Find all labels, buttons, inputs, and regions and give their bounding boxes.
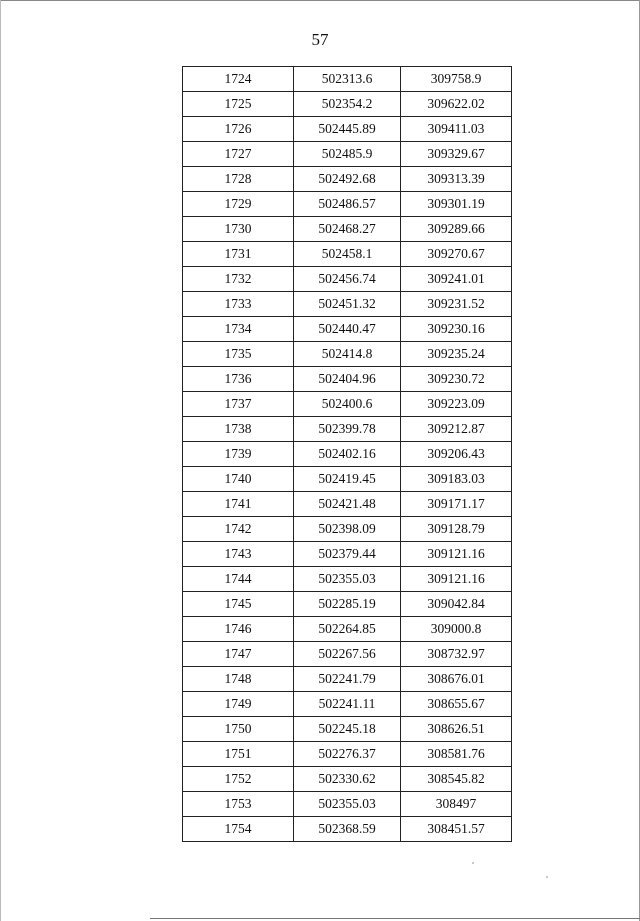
x-coordinate-cell: 502379.44 [294, 542, 401, 567]
y-coordinate-cell: 309121.16 [401, 567, 512, 592]
x-coordinate-cell: 502355.03 [294, 792, 401, 817]
table-row [183, 742, 512, 767]
point-number-cell: 1724 [183, 67, 294, 92]
y-coordinate-cell: 309231.52 [401, 292, 512, 317]
point-number-cell: 1748 [183, 667, 294, 692]
y-coordinate-cell: 309235.24 [401, 342, 512, 367]
point-number-cell: 1726 [183, 117, 294, 142]
x-coordinate-cell: 502241.11 [294, 692, 401, 717]
y-coordinate-cell: 308545.82 [401, 767, 512, 792]
point-number-cell: 1736 [183, 367, 294, 392]
coordinates-table-body [183, 67, 512, 842]
x-coordinate-cell: 502421.48 [294, 492, 401, 517]
y-coordinate-cell: 309622.02 [401, 92, 512, 117]
y-coordinate-cell: 309121.16 [401, 542, 512, 567]
point-number-cell: 1729 [183, 192, 294, 217]
table-row [183, 792, 512, 817]
y-coordinate-cell: 309042.84 [401, 592, 512, 617]
point-number-cell: 1738 [183, 417, 294, 442]
point-number-cell: 1752 [183, 767, 294, 792]
y-coordinate-cell: 309223.09 [401, 392, 512, 417]
table-row [183, 617, 512, 642]
table-row [183, 542, 512, 567]
y-coordinate-cell: 309313.39 [401, 167, 512, 192]
y-coordinate-cell: 309128.79 [401, 517, 512, 542]
point-number-cell: 1735 [183, 342, 294, 367]
y-coordinate-cell: 309289.66 [401, 217, 512, 242]
y-coordinate-cell: 308497 [401, 792, 512, 817]
table-row [183, 717, 512, 742]
point-number-cell: 1744 [183, 567, 294, 592]
table-row [183, 567, 512, 592]
point-number-cell: 1734 [183, 317, 294, 342]
table-row [183, 142, 512, 167]
y-coordinate-cell: 309171.17 [401, 492, 512, 517]
table-row [183, 267, 512, 292]
x-coordinate-cell: 502492.68 [294, 167, 401, 192]
y-coordinate-cell: 309301.19 [401, 192, 512, 217]
table-row [183, 167, 512, 192]
y-coordinate-cell: 309206.43 [401, 442, 512, 467]
table-row [183, 317, 512, 342]
y-coordinate-cell: 309241.01 [401, 267, 512, 292]
table-row [183, 217, 512, 242]
x-coordinate-cell: 502419.45 [294, 467, 401, 492]
page-edge-top [0, 0, 640, 1]
table-row [183, 242, 512, 267]
point-number-cell: 1733 [183, 292, 294, 317]
table-row [183, 692, 512, 717]
y-coordinate-cell: 309758.9 [401, 67, 512, 92]
point-number-cell: 1731 [183, 242, 294, 267]
point-number-cell: 1740 [183, 467, 294, 492]
table-row [183, 442, 512, 467]
point-number-cell: 1742 [183, 517, 294, 542]
table-row [183, 417, 512, 442]
point-number-cell: 1754 [183, 817, 294, 842]
table-row [183, 342, 512, 367]
x-coordinate-cell: 502354.2 [294, 92, 401, 117]
table-row [183, 367, 512, 392]
x-coordinate-cell: 502368.59 [294, 817, 401, 842]
table-row [183, 517, 512, 542]
table-row [183, 117, 512, 142]
page-edge-left [0, 0, 1, 921]
table-row [183, 67, 512, 92]
point-number-cell: 1746 [183, 617, 294, 642]
point-number-cell: 1732 [183, 267, 294, 292]
point-number-cell: 1730 [183, 217, 294, 242]
point-number-cell: 1749 [183, 692, 294, 717]
point-number-cell: 1753 [183, 792, 294, 817]
y-coordinate-cell: 308451.57 [401, 817, 512, 842]
x-coordinate-cell: 502458.1 [294, 242, 401, 267]
x-coordinate-cell: 502486.57 [294, 192, 401, 217]
x-coordinate-cell: 502485.9 [294, 142, 401, 167]
table-row [183, 817, 512, 842]
table-row [183, 467, 512, 492]
scan-speck [546, 876, 548, 878]
point-number-cell: 1747 [183, 642, 294, 667]
point-number-cell: 1741 [183, 492, 294, 517]
x-coordinate-cell: 502285.19 [294, 592, 401, 617]
x-coordinate-cell: 502468.27 [294, 217, 401, 242]
x-coordinate-cell: 502398.09 [294, 517, 401, 542]
y-coordinate-cell: 308655.67 [401, 692, 512, 717]
y-coordinate-cell: 309329.67 [401, 142, 512, 167]
scan-speck [472, 862, 474, 864]
y-coordinate-cell: 309183.03 [401, 467, 512, 492]
point-number-cell: 1743 [183, 542, 294, 567]
point-number-cell: 1751 [183, 742, 294, 767]
point-number-cell: 1725 [183, 92, 294, 117]
x-coordinate-cell: 502399.78 [294, 417, 401, 442]
table-row [183, 767, 512, 792]
x-coordinate-cell: 502440.47 [294, 317, 401, 342]
x-coordinate-cell: 502402.16 [294, 442, 401, 467]
table-row [183, 642, 512, 667]
table-row [183, 392, 512, 417]
x-coordinate-cell: 502404.96 [294, 367, 401, 392]
y-coordinate-cell: 309000.8 [401, 617, 512, 642]
y-coordinate-cell: 308626.51 [401, 717, 512, 742]
point-number-cell: 1750 [183, 717, 294, 742]
x-coordinate-cell: 502241.79 [294, 667, 401, 692]
table-row [183, 92, 512, 117]
x-coordinate-cell: 502400.6 [294, 392, 401, 417]
point-number-cell: 1739 [183, 442, 294, 467]
x-coordinate-cell: 502445.89 [294, 117, 401, 142]
y-coordinate-cell: 308732.97 [401, 642, 512, 667]
y-coordinate-cell: 309230.72 [401, 367, 512, 392]
x-coordinate-cell: 502451.32 [294, 292, 401, 317]
table-row [183, 492, 512, 517]
x-coordinate-cell: 502330.62 [294, 767, 401, 792]
x-coordinate-cell: 502267.56 [294, 642, 401, 667]
x-coordinate-cell: 502264.85 [294, 617, 401, 642]
page-number: 57 [311, 30, 329, 49]
y-coordinate-cell: 309212.87 [401, 417, 512, 442]
x-coordinate-cell: 502245.18 [294, 717, 401, 742]
table-row [183, 192, 512, 217]
point-number-cell: 1728 [183, 167, 294, 192]
y-coordinate-cell: 309270.67 [401, 242, 512, 267]
y-coordinate-cell: 309230.16 [401, 317, 512, 342]
table-row [183, 667, 512, 692]
table-row [183, 592, 512, 617]
page-edge-bottom [150, 918, 640, 919]
y-coordinate-cell: 309411.03 [401, 117, 512, 142]
x-coordinate-cell: 502456.74 [294, 267, 401, 292]
point-number-cell: 1727 [183, 142, 294, 167]
coordinates-table [182, 66, 512, 842]
x-coordinate-cell: 502313.6 [294, 67, 401, 92]
x-coordinate-cell: 502276.37 [294, 742, 401, 767]
y-coordinate-cell: 308676.01 [401, 667, 512, 692]
table-row [183, 292, 512, 317]
x-coordinate-cell: 502414.8 [294, 342, 401, 367]
point-number-cell: 1737 [183, 392, 294, 417]
point-number-cell: 1745 [183, 592, 294, 617]
y-coordinate-cell: 308581.76 [401, 742, 512, 767]
x-coordinate-cell: 502355.03 [294, 567, 401, 592]
